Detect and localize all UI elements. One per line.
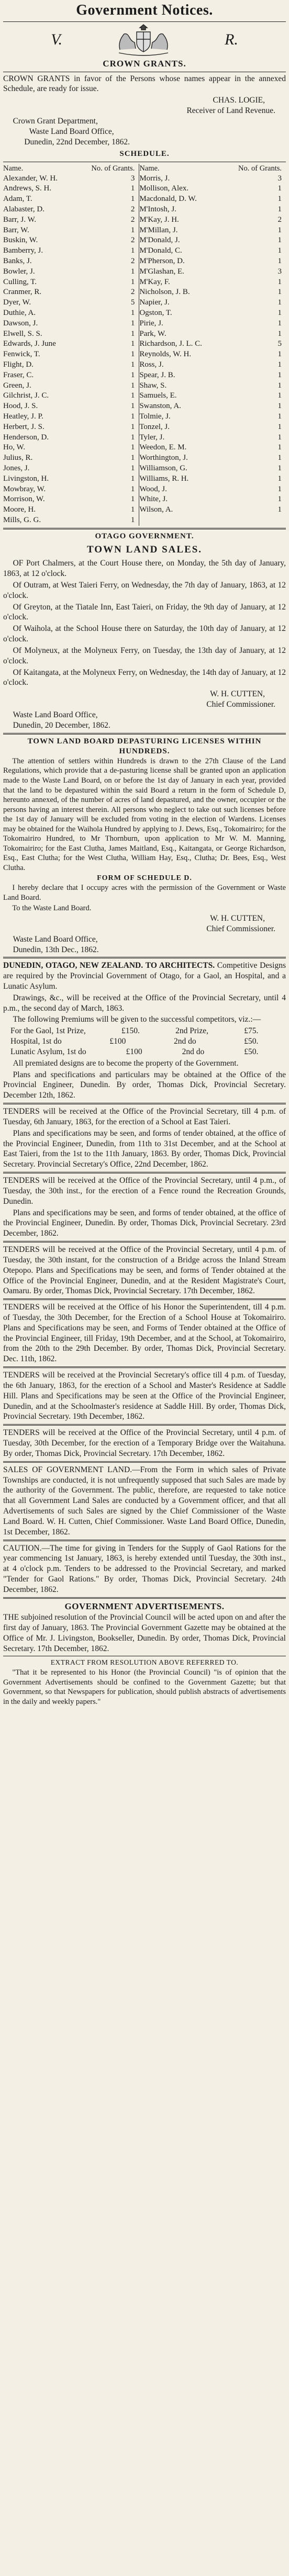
schedule-count-right: 1 xyxy=(277,319,282,327)
govt-adv-body: THE subjoined resolution of the Provincial Council will be acted upon on and after the first day of January, 1863. The Provincial Government Gazette may be obtained at the Office of Mr. J. Livingston, Bookseller, Dunedin. By order, Thomas Dick, Provincial Secretary. 17th December, 1862. xyxy=(3,1613,286,1653)
architects-heading: TO ARCHITECTS. xyxy=(145,961,215,970)
schedule-name-left: Alexander, W. H. xyxy=(3,174,58,183)
licenses-to-line: To the Waste Land Board. xyxy=(12,904,92,913)
schedule-count-left: 1 xyxy=(130,246,135,255)
schedule-name-right: Park, W. xyxy=(139,329,223,340)
section-divider xyxy=(3,1424,286,1426)
schedule-name-right: Tolmie, J. xyxy=(139,412,223,422)
architects-notice xyxy=(3,961,286,991)
schedule-name-right: M'Pherson, D. xyxy=(139,256,223,267)
schedule-row xyxy=(3,339,286,349)
schedule-row xyxy=(3,433,286,443)
schedule-count-right: 1 xyxy=(277,402,282,411)
masthead-title: Government Notices. xyxy=(76,2,213,18)
schedule-count-left: 3 xyxy=(130,174,135,183)
licenses-heading: TOWN LAND BOARD DEPASTURING LICENSES WITHIN HUNDREDS. xyxy=(27,737,262,755)
schedule-name-left: Buskin, W. xyxy=(3,236,38,245)
schedule-table xyxy=(3,164,286,526)
section-divider xyxy=(3,733,286,735)
schedule-name-right: Williamson, G. xyxy=(139,464,223,474)
schedule-count-left: 1 xyxy=(130,433,135,442)
schedule-name-left: Fraser, C. xyxy=(3,370,34,379)
tls-office-1: Waste Land Board Office, xyxy=(13,710,98,719)
architects-body-5: Plans and specifications and particulars may be obtained at the Office of the Provincial Engineer, Dunedin. By order, Thomas Dick, Provincial Secretary. December 12th, 1862. xyxy=(3,1070,286,1100)
tls-para-2: Of Outram, at West Taieri Ferry, on Wednesday, the 7th day of January, 1863, at 12 o'clock. xyxy=(3,580,286,600)
schedule-row xyxy=(3,391,286,401)
schedule-name-left: Elwell, S. S. xyxy=(3,329,42,338)
schedule-name-left: Mills, G. G. xyxy=(3,515,41,524)
schedule-name-right: Samuels, E. xyxy=(139,391,223,401)
schedule-row xyxy=(3,494,286,505)
schedule-count-right: 3 xyxy=(277,267,282,276)
schedule-row xyxy=(3,329,286,340)
schedule-name-right: M'Donald, C. xyxy=(139,246,223,256)
schedule-name-left: Alabaster, D. xyxy=(3,205,45,214)
tender-school-body: TENDERS will be received at the Office of the Provincial Secretary, till 4 p.m. of Tuesday, 6th January, 1863, for the erection of a School at East Taieri. xyxy=(3,1107,286,1126)
schedule-name-left: Gilchrist, J. C. xyxy=(3,391,49,400)
schedule-count-left: 1 xyxy=(130,402,135,411)
tender-dwelling-body: TENDERS will be received at the Office of his Honor the Superintendent, till 4 p.m. of Tuesday, the 30th December, for the Erection of a School House at Tokomairiro. Plans and Specifications may be seen, and Forms of Tender obtained at the Office of the Provincial Engineer, till Friday, 19th December, and at the School, at Tokomairiro, from the 20th to the 29th December. By order, Thomas Dick, Provincial Secretary. Dec. 11th, 1862. xyxy=(3,1303,286,1364)
schedule-name-right: Tyler, J. xyxy=(139,433,223,443)
prize-cell: 2nd do xyxy=(174,1037,196,1046)
prize-cell: £50. xyxy=(244,1047,259,1056)
schedule-count-right: 1 xyxy=(277,298,282,307)
schedule-name-left: Herbert, J. S. xyxy=(3,422,45,431)
schedule-row xyxy=(3,205,286,215)
schedule-count-right: 1 xyxy=(277,277,282,286)
schedule-name-right: Wilson, A. xyxy=(139,505,223,515)
crown-grants-office-2: Waste Land Board Office, xyxy=(29,127,114,136)
licenses-office-2: Dunedin, 13th Dec., 1862. xyxy=(13,945,99,954)
schedule-name-left: Moore, H. xyxy=(3,505,36,514)
schedule-name-right: Tonzel, J. xyxy=(139,422,223,433)
prize-cell: £50. xyxy=(244,1037,259,1046)
architects-body-1: Competitive Designs are required by the Provincial Government of Otago, for a Gaol, an Hospital, and a Lunatic Asylum. xyxy=(3,961,286,991)
schedule-name-left: Bamberry, J. xyxy=(3,246,43,255)
sales-land-body: SALES OF GOVERNMENT LAND.—From the Form in which sales of Private Townships are conducted, it is not unfrequently supposed that such Sales are made by the authority of the Government. The public, therefore, are requested to take notice that all Government Land Sales are conducted by a Government officer, and that all Advertisements of such Sales are signed by the Chief Commissioner of the Waste Land Board. W. H. Cutten, Chief Commissioner. Waste Land Board Office, Dunedin, 1st December, 1862. xyxy=(3,1465,286,1536)
schedule-row xyxy=(3,308,286,319)
architects-lead: DUNEDIN, OTAGO, NEW ZEALAND. xyxy=(3,961,143,970)
section-divider xyxy=(3,1597,286,1599)
schedule-row xyxy=(3,412,286,422)
schedule-row xyxy=(3,267,286,277)
schedule-row xyxy=(3,505,286,515)
schedule-count-right: 1 xyxy=(277,205,282,214)
schedule-count-right: 1 xyxy=(277,246,282,255)
schedule-name-right: Ogston, T. xyxy=(139,308,223,319)
schedule-count-right: 1 xyxy=(277,309,282,318)
schedule-row xyxy=(3,174,286,184)
licenses-form-body: I hereby declare that I occupy acres with the permission of the Government or Waste Land Board. xyxy=(3,884,286,902)
royal-crest xyxy=(3,24,286,56)
schedule-count-right: 2 xyxy=(277,215,282,224)
schedule-row xyxy=(3,464,286,474)
schedule-name-right: Morris, J. xyxy=(139,174,223,184)
schedule-count-left: 2 xyxy=(130,215,135,224)
schedule-row xyxy=(3,484,286,495)
schedule-name-right: Napier, J. xyxy=(139,298,223,308)
schedule-count-left: 1 xyxy=(130,360,135,369)
schedule-name-left: Bowler, J. xyxy=(3,267,35,276)
tender-saddle-body: TENDERS will be received at the Provincial Secretary's office till 4 p.m. of Tuesday, the 6th January, 1863, for the erection of a School and Master's Residence at Saddle Hill. Plans and Specifications may be seen at the Office of the Provincial Engineer, Dunedin, and at the Schoolmaster's residence at Saddle Hill. By order, Thomas Dick, Provincial Secretary. 19th December, 1862. xyxy=(3,1371,286,1421)
schedule-name-right: Pirie, J. xyxy=(139,319,223,329)
schedule-count-left: 1 xyxy=(130,422,135,431)
tls-para-5: Of Molyneux, at the Molyneux Ferry, on Tuesday, the 13th day of January, at 12 o'clock. xyxy=(3,646,286,665)
schedule-col-no-left: No. of Grants. xyxy=(91,164,135,173)
crown-grants-notice xyxy=(3,74,286,148)
licenses-signature-title: Chief Commissioner. xyxy=(206,924,275,933)
schedule-name-right xyxy=(139,515,223,526)
schedule-row xyxy=(3,235,286,246)
schedule-name-left: Mowbray, W. xyxy=(3,484,46,493)
schedule-count-left: 1 xyxy=(130,319,135,327)
schedule-row xyxy=(3,256,286,267)
schedule-col-name-left: Name. xyxy=(3,164,24,173)
schedule-row xyxy=(3,298,286,308)
schedule-row xyxy=(3,474,286,484)
schedule-count-right: 1 xyxy=(277,360,282,369)
section-divider xyxy=(3,1103,286,1104)
schedule-count-left: 2 xyxy=(130,257,135,266)
schedule-row xyxy=(3,287,286,298)
schedule-name-left: Dyer, W. xyxy=(3,298,31,307)
schedule-name-right: Swanston, A. xyxy=(139,401,223,412)
section-divider xyxy=(3,1540,286,1541)
tls-heading-2: TOWN LAND SALES. xyxy=(86,544,203,555)
schedule-count-right: 1 xyxy=(277,381,282,390)
schedule-name-right: Williams, R. H. xyxy=(139,474,223,484)
schedule-name-right: Shaw, S. xyxy=(139,381,223,391)
crown-grants-signature-name: CHAS. LOGIE, xyxy=(213,96,265,105)
schedule-count-right: 1 xyxy=(277,195,282,204)
schedule-count-left: 1 xyxy=(130,225,135,234)
tls-para-1: OF Port Chalmers, at the Court House there, on Monday, the 5th day of January, 1863, at 12 o'clock. xyxy=(3,559,286,579)
tender-fence-body-2: Plans and specifications may be seen, and forms of tender obtained, at the office of the Provincial Engineer, Dunedin. By order, Thomas Dick, Provincial Secretary. 23rd December, 1862. xyxy=(3,1208,286,1238)
schedule-count-left: 1 xyxy=(130,277,135,286)
schedule-count-right: 1 xyxy=(277,484,282,493)
schedule-name-right: Worthington, J. xyxy=(139,453,223,464)
masthead-rule xyxy=(3,21,286,22)
schedule-count-left: 2 xyxy=(130,288,135,297)
schedule-count-left: 2 xyxy=(130,236,135,245)
schedule-row xyxy=(3,277,286,288)
licenses-signature-name: W. H. CUTTEN, xyxy=(210,914,265,923)
tender-fence-body: TENDERS will be received at the Office of the Provincial Secretary, until 4 p.m., of Tuesday, the 30th inst., for the erection of a Fence round the Recreation Grounds, Dunedin. xyxy=(3,1176,286,1206)
schedule-body xyxy=(3,174,286,526)
schedule-count-left: 1 xyxy=(130,370,135,379)
schedule-name-left: Ho, W. xyxy=(3,443,26,452)
tls-signature-title: Chief Commissioner. xyxy=(206,700,275,709)
schedule-count-left: 1 xyxy=(130,464,135,472)
caution-body: CAUTION.—The time for giving in Tenders for the Supply of Gaol Rations for the year commencing 1st January, 1863, is hereby extended until Tuesday, the 30th inst., at 4 o'clock p.m. Tenders to be addressed to the Provincial Secretary, and marked "Tender for Gaol Rations." By order, Thomas Dick, Provincial Secretary. 24th December, 1862. xyxy=(3,1543,286,1594)
prize-cell: Lunatic Asylum, 1st do xyxy=(10,1047,86,1056)
tls-office-2: Dunedin, 20 December, 1862. xyxy=(13,720,110,730)
schedule-count-right: 1 xyxy=(277,433,282,442)
schedule-row xyxy=(3,515,286,526)
schedule-name-right: Mollison, Alex. xyxy=(139,184,223,194)
schedule-count-left: 1 xyxy=(130,412,135,421)
prize-cell: £75. xyxy=(244,1026,259,1036)
schedule-count-right: 1 xyxy=(277,422,282,431)
schedule-row xyxy=(3,453,286,464)
prize-cell: 2nd Prize, xyxy=(175,1026,208,1036)
section-divider xyxy=(3,1298,286,1300)
section-divider xyxy=(3,1366,286,1368)
prize-cell: For the Gaol, 1st Prize, xyxy=(10,1026,86,1036)
schedule-count-right: 1 xyxy=(277,391,282,400)
schedule-count-left: 1 xyxy=(130,267,135,276)
section-divider xyxy=(3,528,286,529)
schedule-count-right: 1 xyxy=(277,370,282,379)
prize-cell: £100 xyxy=(126,1047,142,1056)
schedule-name-right: Reynolds, W. H. xyxy=(139,349,223,360)
schedule-row xyxy=(3,349,286,360)
schedule-name-left: Banks, J. xyxy=(3,257,32,266)
schedule-name-right: M'Millan, J. xyxy=(139,225,223,236)
crest-left-letter: V. xyxy=(51,30,63,48)
schedule-count-right: 1 xyxy=(277,288,282,297)
schedule-name-right: Weedon, E. M. xyxy=(139,443,223,453)
schedule-count-right: 1 xyxy=(277,236,282,245)
schedule-name-left: Andrews, S. H. xyxy=(3,184,52,193)
prize-cell: £150. xyxy=(121,1026,140,1036)
crown-grants-body: CROWN GRANTS in favor of the Persons whose names appear in the annexed Schedule, are ready for issue. xyxy=(3,74,286,94)
tender-school-body-2: Plans and specifications may be seen, and forms of tender obtained, at the office of the Provincial Engineer, Dunedin, from 11th to 31st December, and at the School at East Taieri, from the 1st to the 11th January, 1863. By order, Thomas Dick, Provincial Secretary. Provincial Secretary's Office, 22nd December, 1862. xyxy=(3,1128,286,1169)
schedule-count-right: 1 xyxy=(277,443,282,452)
schedule-name-left: Heatley, J. P. xyxy=(3,412,43,421)
schedule-name-left: Hood, J. S. xyxy=(3,402,38,411)
section-divider xyxy=(3,1241,286,1242)
schedule-row xyxy=(3,225,286,236)
schedule-name-left: Dawson, J. xyxy=(3,319,38,327)
schedule-count-left: 1 xyxy=(130,454,135,462)
schedule-col-name-right: Name. xyxy=(139,164,223,174)
govt-adv-extract-body: "That it be represented to his Honor (the Provincial Council) "is of opinion that the Government Advertisements should be confined to the Government Gazette; but that Government, so that Newspapers for publication, should publish abstracts of advertisements in the daily and weekly papers." xyxy=(3,1668,286,1706)
architects-prizes xyxy=(10,1026,286,1057)
schedule-count-left: 1 xyxy=(130,515,135,524)
schedule-name-left: Morrison, W. xyxy=(3,495,45,504)
crown-grants-signature-title: Receiver of Land Revenue. xyxy=(186,106,275,116)
tls-para-3: Of Greyton, at the Tiatale Inn, East Taieri, on Friday, the 9th day of January, at 12 o'clock. xyxy=(3,602,286,622)
schedule-count-left: 1 xyxy=(130,484,135,493)
schedule-name-left: Edwards, J. June xyxy=(3,340,56,348)
licenses-office-1: Waste Land Board Office, xyxy=(13,934,98,944)
schedule-count-left: 1 xyxy=(130,329,135,338)
schedule-count-right: 1 xyxy=(277,329,282,338)
schedule-count-left: 1 xyxy=(130,443,135,452)
crest-right-letter: R. xyxy=(225,30,238,48)
schedule-count-left: 1 xyxy=(130,195,135,204)
schedule-count-right xyxy=(223,515,286,526)
tls-heading-1: OTAGO GOVERNMENT. xyxy=(95,532,194,540)
licenses-form-title: FORM OF SCHEDULE D. xyxy=(97,874,192,883)
schedule-name-right: Macdonald, D. W. xyxy=(139,194,223,205)
schedule-count-right: 1 xyxy=(277,350,282,359)
schedule-row xyxy=(3,443,286,453)
schedule-count-left: 1 xyxy=(130,505,135,514)
schedule-count-left: 5 xyxy=(130,298,135,307)
schedule-name-left: Jones, J. xyxy=(3,464,30,472)
schedule-name-left: Culling, T. xyxy=(3,277,37,286)
schedule-count-right: 1 xyxy=(277,505,282,514)
schedule-name-left: Cranmer, R. xyxy=(3,288,42,297)
schedule-title: SCHEDULE. xyxy=(119,150,170,159)
schedule-name-left: Julius, R. xyxy=(3,454,33,462)
schedule-count-right: 1 xyxy=(277,495,282,504)
schedule-count-left: 1 xyxy=(130,350,135,359)
schedule-name-right: Ross, J. xyxy=(139,360,223,370)
govt-adv-extract-heading: EXTRACT FROM RESOLUTION ABOVE REFERRED TO. xyxy=(50,1658,239,1666)
schedule-name-left: Henderson, D. xyxy=(3,433,49,442)
schedule-col-no-right: No. of Grants. xyxy=(238,164,282,173)
schedule-name-right: M'Kay, F. xyxy=(139,277,223,288)
crown-grants-office-3: Dunedin, 22nd December, 1862. xyxy=(24,137,130,146)
schedule-count-left: 1 xyxy=(130,340,135,348)
section-divider xyxy=(3,957,286,958)
schedule-name-left: Green, J. xyxy=(3,381,31,390)
tls-para-6: Of Kaitangata, at the Molyneux Ferry, on Wednesday, the 14th day of January, at 12 o'clock. xyxy=(3,668,286,687)
schedule-name-left: Duthie, A. xyxy=(3,309,36,318)
architects-body-3: The following Premiums will be given to the successful competitors, viz.:— xyxy=(13,1015,261,1024)
schedule-name-left: Barr, J. W. xyxy=(3,215,37,224)
schedule-name-right: M'Intosh, J. xyxy=(139,205,223,215)
schedule-name-right: White, J. xyxy=(139,494,223,505)
schedule-count-right: 1 xyxy=(277,184,282,193)
schedule-name-left: Barr, W. xyxy=(3,225,29,234)
architects-body-2: Drawings, &c., will be received at the Office of the Provincial Secretary, until 4 p.m., the second day of March, 1863. xyxy=(3,993,286,1013)
schedule-count-left: 1 xyxy=(130,184,135,193)
schedule-count-left: 1 xyxy=(130,391,135,400)
crown-grants-title: CROWN GRANTS. xyxy=(103,58,186,69)
schedule-name-left: Flight, D. xyxy=(3,360,34,369)
crown-grants-office-1: Crown Grant Department, xyxy=(13,116,98,126)
schedule-name-left: Fenwick, T. xyxy=(3,350,40,359)
tls-signature-name: W. H. CUTTEN, xyxy=(210,690,265,699)
schedule-row xyxy=(3,422,286,433)
section-divider xyxy=(3,1172,286,1173)
schedule-row xyxy=(3,319,286,329)
licenses-body: The attention of settlers within Hundreds is drawn to the 27th Clause of the Land Regulations, which provide that a de-pasturing license shall be granted upon an application made to the Waste Land Board, on or before the 1st day of January in each year, provided that the land to be depastured within the said Board a return in the form of Schedule D, hereunto annexed, of the number of acres of land depastured, and the owner, occupier or the persons having an interest therein. All persons who neglect to take out such licenses before the 1st day of January will be excluded from voting in the election of Wardens. Licenses may be obtained for the Waihola Hundred by applying to J. Dews, Esq., Tokomairiro; for the Tokomairiro Hundred, to Mr Thornburn, upon application to Mr W. M. Manning, Tokomairiro; for the East Clutha, James Maitland, Esq., Kaitangata, or George Richardson, Esq., East Clutha; for the West Clutha, William Hay, Esq., Clutha; Dr. Bees, Esq., West Clutha. xyxy=(3,756,286,872)
schedule-row xyxy=(3,401,286,412)
schedule-count-left: 1 xyxy=(130,495,135,504)
masthead xyxy=(3,1,286,56)
schedule-count-right: 1 xyxy=(277,474,282,483)
schedule-row xyxy=(3,381,286,391)
schedule-name-left: Livingston, H. xyxy=(3,474,49,483)
architects-body-4: All premiated designs are to become the property of the Government. xyxy=(13,1058,239,1068)
schedule-name-left: Adam, T. xyxy=(3,195,32,204)
schedule-row xyxy=(3,360,286,370)
schedule-count-right: 1 xyxy=(277,257,282,266)
section-divider xyxy=(3,1461,286,1463)
schedule-row xyxy=(3,246,286,256)
schedule-count-left: 1 xyxy=(130,381,135,390)
schedule-name-right: M'Donald, J. xyxy=(139,235,223,246)
prize-cell: £100 xyxy=(109,1037,126,1046)
schedule-row xyxy=(3,194,286,205)
schedule-count-right: 1 xyxy=(277,412,282,421)
prize-row xyxy=(10,1036,258,1047)
schedule-count-right: 1 xyxy=(277,225,282,234)
schedule-count-right: 1 xyxy=(277,454,282,462)
schedule-count-right: 1 xyxy=(277,464,282,472)
schedule-count-left: 1 xyxy=(130,474,135,483)
schedule-count-right: 5 xyxy=(277,340,282,348)
schedule-name-right: Richardson, J. L. C. xyxy=(139,339,223,349)
prize-cell: Hospital, 1st do xyxy=(10,1037,62,1046)
prize-row xyxy=(10,1026,258,1036)
schedule-row xyxy=(3,370,286,381)
coat-of-arms-icon xyxy=(104,24,183,56)
prize-cell: 2nd do xyxy=(182,1047,205,1056)
schedule-count-left: 1 xyxy=(130,309,135,318)
schedule-name-right: M'Kay, J. H. xyxy=(139,215,223,225)
schedule-row xyxy=(3,184,286,194)
schedule-name-right: Wood, J. xyxy=(139,484,223,495)
govt-adv-heading: GOVERNMENT ADVERTISEMENTS. xyxy=(64,1601,225,1611)
schedule-count-left: 2 xyxy=(130,205,135,214)
prize-row xyxy=(10,1047,258,1057)
schedule-name-right: Spear, J. B. xyxy=(139,370,223,381)
tender-bridge-body: TENDERS will be received at the Office of the Provincial Secretary, until 4 p.m. of Tuesday, the 30th instant, for the construction of a Bridge across the Inland Stream Otepopo. Plans and Specifications may be seen, and forms of Tender obtained at the Office of the Provincial Engineer, Dunedin, and at the Resident Magistrate's Court, Oamaru. By order, Thomas Dick, Provincial Secretary. 17th December, 1862. xyxy=(3,1245,286,1296)
schedule-count-right: 3 xyxy=(277,174,282,183)
tender-bridge2-body: TENDERS will be received at the Office of the Provincial Secretary, until 4 p.m. of Tuesday, 30th December, for the erection of a Temporary Bridge over the Waitahuna. By order, Thomas Dick, Provincial Secretary. 17th December, 1862. xyxy=(3,1428,286,1458)
tls-para-4: Of Waihola, at the School House there on Saturday, the 10th day of January, at 12 o'clock. xyxy=(3,624,286,644)
schedule-row xyxy=(3,215,286,225)
schedule-name-right: Nicholson, J. B. xyxy=(139,287,223,298)
schedule-name-right: M'Glashan, E. xyxy=(139,267,223,277)
